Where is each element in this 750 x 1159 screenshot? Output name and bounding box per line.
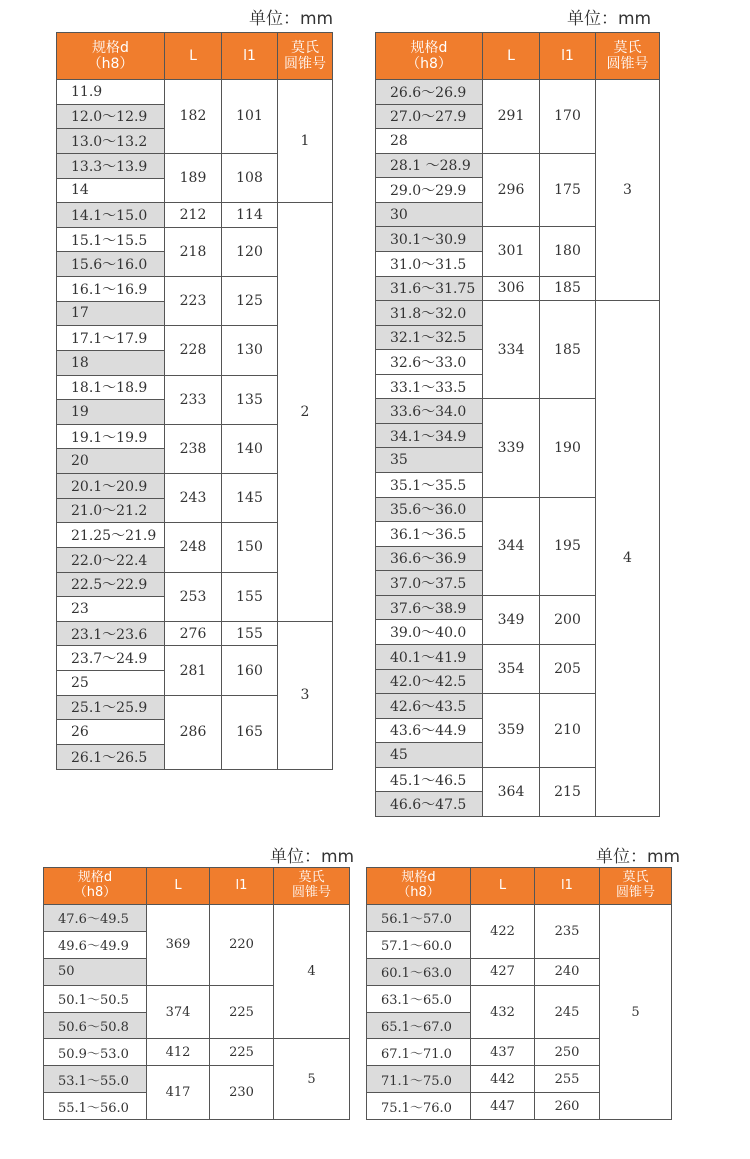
length-header: L: [471, 868, 535, 905]
spec-cell: 20.1～20.9: [57, 474, 165, 499]
l1-cell: 230: [210, 1066, 274, 1120]
spec-cell: 45: [376, 743, 483, 768]
l1-cell: 190: [540, 399, 596, 497]
l1-cell: 170: [540, 80, 596, 154]
morse-taper-cell: 4: [596, 301, 660, 817]
spec-cell: 25: [57, 671, 165, 696]
l1-cell: 185: [540, 276, 596, 301]
length-cell: 334: [483, 301, 540, 399]
l1-cell: 120: [222, 227, 278, 276]
morse-header-sub: 圆锥号: [606, 56, 649, 72]
spec-header-label: 规格d: [92, 39, 129, 56]
l1-cell: 108: [222, 153, 278, 202]
l1-cell: 155: [222, 572, 278, 621]
length-cell: 374: [147, 985, 210, 1039]
spec-cell: 28: [376, 129, 483, 154]
spec-cell: 50.1～50.5: [44, 985, 147, 1012]
table-row: [376, 80, 660, 105]
spec-table-4: [366, 867, 672, 1120]
morse-header-sub: 圆锥号: [284, 56, 326, 72]
table-row: [57, 80, 333, 105]
spec-cell: 28.1 ～28.9: [376, 153, 483, 178]
morse-taper-cell: 1: [278, 80, 333, 203]
l1-cell: 125: [222, 277, 278, 326]
morse-header: [596, 33, 660, 80]
l1-header: l1: [540, 33, 596, 80]
spec-cell: 42.0～42.5: [376, 669, 483, 694]
spec-cell: 21.0～21.2: [57, 498, 165, 523]
length-cell: 281: [165, 646, 222, 695]
spec-cell: 16.1～16.9: [57, 277, 165, 302]
spec-cell: 32.6～33.0: [376, 350, 483, 375]
spec-cell: 56.1～57.0: [367, 905, 471, 932]
length-cell: 369: [147, 905, 210, 986]
spec-cell: 14: [57, 178, 165, 203]
morse-header-sub: 圆锥号: [291, 885, 331, 900]
spec-cell: 15.1～15.5: [57, 227, 165, 252]
spec-header: [57, 33, 165, 80]
spec-cell: 21.25～21.9: [57, 523, 165, 548]
length-cell: 359: [483, 694, 540, 768]
spec-cell: 27.0～27.9: [376, 104, 483, 129]
spec-cell: 35.1～35.5: [376, 473, 483, 498]
spec-cell: 47.6～49.5: [44, 905, 147, 932]
length-cell: 422: [471, 905, 535, 959]
spec-cell: 36.6～36.9: [376, 546, 483, 571]
spec-cell: 30.1～30.9: [376, 227, 483, 252]
spec-cell: 31.8～32.0: [376, 301, 483, 326]
morse-header-label: 莫氏: [622, 870, 649, 886]
spec-cell: 22.5～22.9: [57, 572, 165, 597]
length-cell: 432: [471, 985, 535, 1039]
length-cell: 364: [483, 767, 540, 816]
morse-taper-cell: 5: [274, 1039, 350, 1120]
table-row: [367, 905, 672, 932]
l1-cell: 225: [210, 1039, 274, 1066]
spec-cell: 36.1～36.5: [376, 522, 483, 547]
spec-cell: 19: [57, 400, 165, 425]
l1-cell: 165: [222, 695, 278, 769]
l1-cell: 220: [210, 905, 274, 986]
spec-header-label: 规格d: [410, 39, 448, 56]
length-cell: 233: [165, 375, 222, 424]
spec-cell: 15.6～16.0: [57, 252, 165, 277]
spec-cell: 31.6～31.75: [376, 276, 483, 301]
spec-header-sub: （h8）: [397, 885, 440, 900]
spec-cell: 33.6～34.0: [376, 399, 483, 424]
l1-header: l1: [222, 33, 278, 80]
l1-cell: 135: [222, 375, 278, 424]
length-cell: 344: [483, 497, 540, 595]
l1-cell: 185: [540, 301, 596, 399]
spec-cell: 13.3～13.9: [57, 153, 165, 178]
spec-cell: 32.1～32.5: [376, 325, 483, 350]
l1-cell: 200: [540, 595, 596, 644]
spec-cell: 46.6～47.5: [376, 792, 483, 817]
l1-cell: 240: [535, 958, 600, 985]
l1-cell: 205: [540, 644, 596, 693]
length-cell: 286: [165, 695, 222, 769]
morse-taper-cell: 5: [600, 905, 672, 1120]
morse-header-label: 莫氏: [613, 39, 642, 56]
l1-cell: 235: [535, 905, 600, 959]
l1-cell: 175: [540, 153, 596, 227]
l1-cell: 195: [540, 497, 596, 595]
spec-header-sub: （h8）: [73, 885, 117, 900]
l1-cell: 210: [540, 694, 596, 768]
spec-header: [367, 868, 471, 905]
spec-cell: 35.6～36.0: [376, 497, 483, 522]
length-cell: 301: [483, 227, 540, 276]
length-cell: 238: [165, 424, 222, 473]
length-cell: 412: [147, 1039, 210, 1066]
spec-cell: 17: [57, 301, 165, 326]
spec-cell: 25.1～25.9: [57, 695, 165, 720]
table-row: [376, 301, 660, 326]
spec-cell: 11.9: [57, 80, 165, 105]
spec-cell: 39.0～40.0: [376, 620, 483, 645]
spec-cell: 50.6～50.8: [44, 1012, 147, 1039]
morse-taper-cell: 2: [278, 203, 333, 622]
length-cell: 296: [483, 153, 540, 227]
length-cell: 339: [483, 399, 540, 497]
spec-table-1: [56, 32, 333, 770]
length-cell: 248: [165, 523, 222, 572]
unit-label: 单位：mm: [270, 847, 355, 867]
length-cell: 218: [165, 227, 222, 276]
spec-cell: 35: [376, 448, 483, 473]
spec-cell: 22.0～22.4: [57, 547, 165, 572]
spec-cell: 23.7～24.9: [57, 646, 165, 671]
spec-cell: 34.1～34.9: [376, 423, 483, 448]
table-row: [44, 1039, 350, 1066]
spec-header-sub: （h8）: [87, 56, 134, 72]
length-cell: 442: [471, 1066, 535, 1093]
spec-header: [44, 868, 147, 905]
unit-label: 单位：mm: [249, 9, 334, 29]
length-cell: 427: [471, 958, 535, 985]
l1-cell: 250: [535, 1039, 600, 1066]
spec-cell: 57.1～60.0: [367, 931, 471, 958]
l1-cell: 160: [222, 646, 278, 695]
l1-cell: 155: [222, 621, 278, 646]
spec-cell: 26.1～26.5: [57, 744, 165, 769]
length-cell: 212: [165, 203, 222, 228]
spec-cell: 14.1～15.0: [57, 203, 165, 228]
spec-cell: 43.6～44.9: [376, 718, 483, 743]
l1-cell: 140: [222, 424, 278, 473]
spec-cell: 75.1～76.0: [367, 1093, 471, 1120]
spec-table-3: [43, 867, 350, 1120]
spec-cell: 65.1～67.0: [367, 1012, 471, 1039]
l1-header: l1: [535, 868, 600, 905]
length-cell: 189: [165, 153, 222, 202]
spec-cell: 45.1～46.5: [376, 767, 483, 792]
unit-label: 单位：mm: [596, 847, 681, 867]
spec-cell: 23.1～23.6: [57, 621, 165, 646]
morse-header: [278, 33, 333, 80]
length-cell: 417: [147, 1066, 210, 1120]
spec-header: [376, 33, 483, 80]
spec-cell: 18.1～18.9: [57, 375, 165, 400]
morse-header-sub: 圆锥号: [615, 885, 655, 900]
spec-cell: 53.1～55.0: [44, 1066, 147, 1093]
unit-label: 单位：mm: [567, 9, 652, 29]
spec-cell: 30: [376, 202, 483, 227]
spec-cell: 37.6～38.9: [376, 595, 483, 620]
spec-table-2: [375, 32, 660, 817]
spec-cell: 26: [57, 720, 165, 745]
length-cell: 291: [483, 80, 540, 154]
spec-cell: 67.1～71.0: [367, 1039, 471, 1066]
table-row: [57, 621, 333, 646]
spec-header-label: 规格d: [401, 870, 436, 886]
l1-cell: 101: [222, 80, 278, 154]
length-cell: 349: [483, 595, 540, 644]
spec-cell: 20: [57, 449, 165, 474]
spec-cell: 19.1～19.9: [57, 424, 165, 449]
spec-cell: 33.1～33.5: [376, 374, 483, 399]
spec-cell: 17.1～17.9: [57, 326, 165, 351]
spec-cell: 60.1～63.0: [367, 958, 471, 985]
morse-taper-cell: 4: [274, 905, 350, 1039]
l1-cell: 150: [222, 523, 278, 572]
spec-cell: 18: [57, 350, 165, 375]
spec-cell: 50.9～53.0: [44, 1039, 147, 1066]
length-header: L: [165, 33, 222, 80]
morse-header: [600, 868, 672, 905]
length-header: L: [147, 868, 210, 905]
length-cell: 276: [165, 621, 222, 646]
length-cell: 437: [471, 1039, 535, 1066]
length-cell: 228: [165, 326, 222, 375]
spec-header-sub: （h8）: [406, 56, 452, 72]
spec-cell: 37.0～37.5: [376, 571, 483, 596]
l1-cell: 114: [222, 203, 278, 228]
spec-cell: 55.1～56.0: [44, 1093, 147, 1120]
morse-taper-cell: 3: [596, 80, 660, 301]
table-row: [57, 203, 333, 228]
spec-cell: 12.0～12.9: [57, 104, 165, 129]
l1-cell: 130: [222, 326, 278, 375]
spec-cell: 42.6～43.5: [376, 694, 483, 719]
l1-cell: 145: [222, 474, 278, 523]
morse-header-label: 莫氏: [298, 870, 325, 886]
length-header: L: [483, 33, 540, 80]
l1-cell: 180: [540, 227, 596, 276]
length-cell: 354: [483, 644, 540, 693]
spec-header-label: 规格d: [77, 870, 113, 886]
length-cell: 306: [483, 276, 540, 301]
length-cell: 243: [165, 474, 222, 523]
l1-cell: 215: [540, 767, 596, 816]
spec-cell: 26.6～26.9: [376, 80, 483, 105]
l1-header: l1: [210, 868, 274, 905]
spec-cell: 40.1～41.9: [376, 644, 483, 669]
spec-cell: 23: [57, 597, 165, 622]
spec-cell: 13.0～13.2: [57, 129, 165, 154]
spec-cell: 50: [44, 958, 147, 985]
morse-header: [274, 868, 350, 905]
l1-cell: 255: [535, 1066, 600, 1093]
l1-cell: 245: [535, 985, 600, 1039]
length-cell: 223: [165, 277, 222, 326]
spec-cell: 63.1～65.0: [367, 985, 471, 1012]
l1-cell: 260: [535, 1093, 600, 1120]
spec-cell: 49.6～49.9: [44, 931, 147, 958]
length-cell: 182: [165, 80, 222, 154]
spec-cell: 31.0～31.5: [376, 251, 483, 276]
morse-taper-cell: 3: [278, 621, 333, 769]
l1-cell: 225: [210, 985, 274, 1039]
table-row: [44, 905, 350, 932]
spec-cell: 29.0～29.9: [376, 178, 483, 203]
spec-cell: 71.1～75.0: [367, 1066, 471, 1093]
length-cell: 253: [165, 572, 222, 621]
length-cell: 447: [471, 1093, 535, 1120]
morse-header-label: 莫氏: [291, 39, 319, 56]
